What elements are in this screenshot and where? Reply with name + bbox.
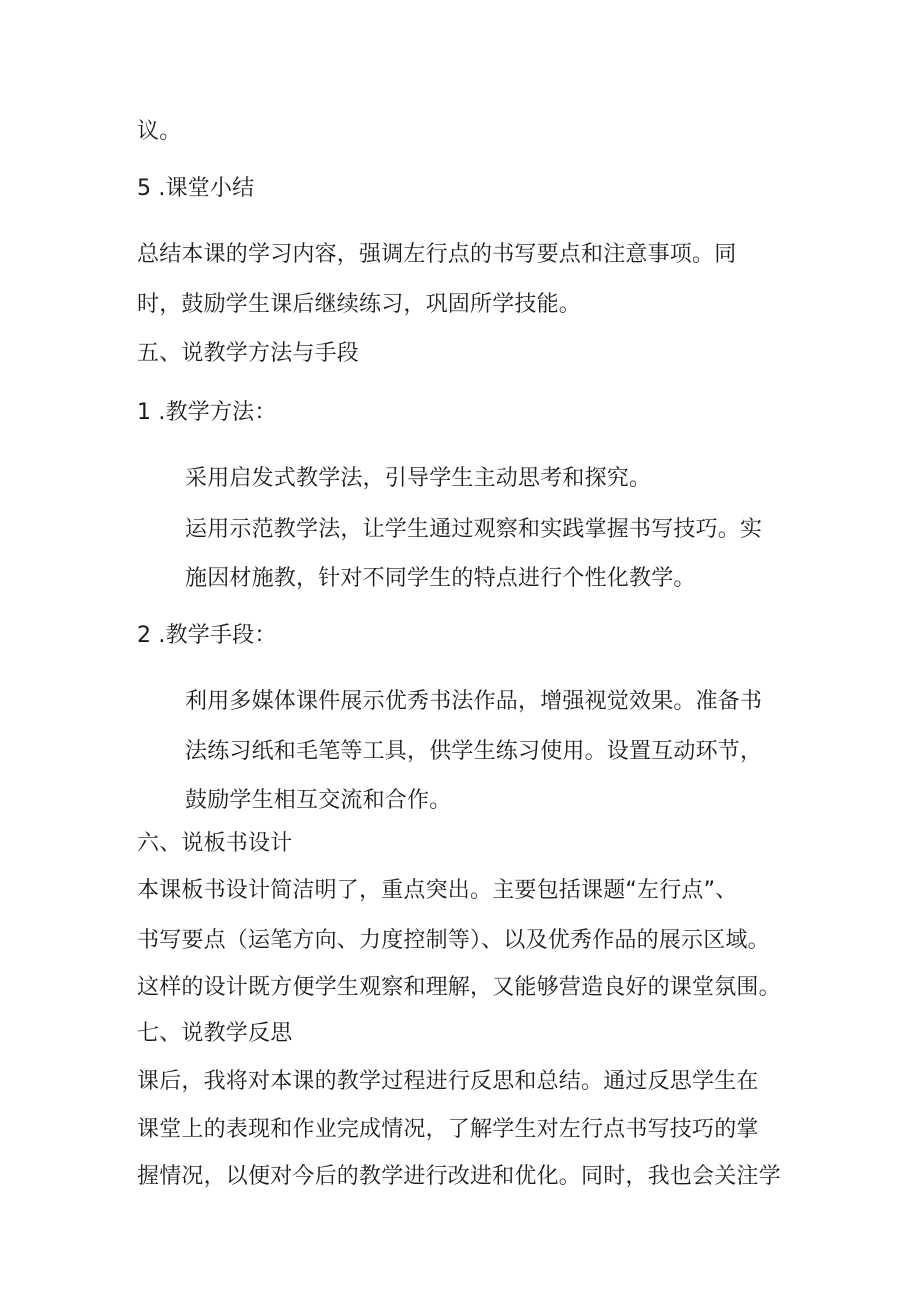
text-line: 法练习纸和毛笔等工具，供学生练习使用。设置互动环节， (185, 739, 763, 764)
text-line: 施因材施教，针对不同学生的特点进行个性化教学。 (185, 566, 696, 591)
section-heading: 六、说板书设计 (137, 831, 293, 856)
text-line: 运用示范教学法，让学生通过观察和实践掌握书写技巧。实 (185, 517, 763, 542)
text-line: 这样的设计既方便学生观察和理解，又能够营造良好的课堂氛围。 (137, 975, 781, 1000)
text-line: 鼓励学生相互交流和合作。 (185, 788, 452, 813)
text-line: 议。 (137, 119, 182, 144)
text-line: 课堂上的表现和作业完成情况，了解学生对左行点书写技巧的掌 (137, 1117, 759, 1142)
text-line: 利用多媒体课件展示优秀书法作品，增强视觉效果。准备书 (185, 689, 763, 714)
text-line: 课后，我将对本课的教学过程进行反思和总结。通过反思学生在 (137, 1069, 759, 1094)
section-heading: 七、说教学反思 (137, 1021, 293, 1046)
section-heading: 五、说教学方法与手段 (137, 341, 360, 366)
text-line: 本课板书设计简洁明了，重点突出。主要包括课题“左行点”、 (137, 878, 738, 903)
subsection-heading: 2 .教学手段： (137, 623, 277, 648)
section-heading: 5 .课堂小结 (137, 176, 255, 201)
text-line: 握情况，以便对今后的教学进行改进和优化。同时，我也会关注学 (137, 1164, 781, 1189)
text-line: 采用启发式教学法，引导学生主动思考和探究。 (185, 466, 652, 491)
text-line: 时，鼓励学生课后继续练习，巩固所学技能。 (137, 292, 582, 317)
text-line: 书写要点（运笔方向、力度控制等）、以及优秀作品的展示区域。 (137, 928, 770, 953)
subsection-heading: 1 .教学方法： (137, 400, 277, 425)
text-line: 总结本课的学习内容，强调左行点的书写要点和注意事项。同 (137, 242, 737, 267)
